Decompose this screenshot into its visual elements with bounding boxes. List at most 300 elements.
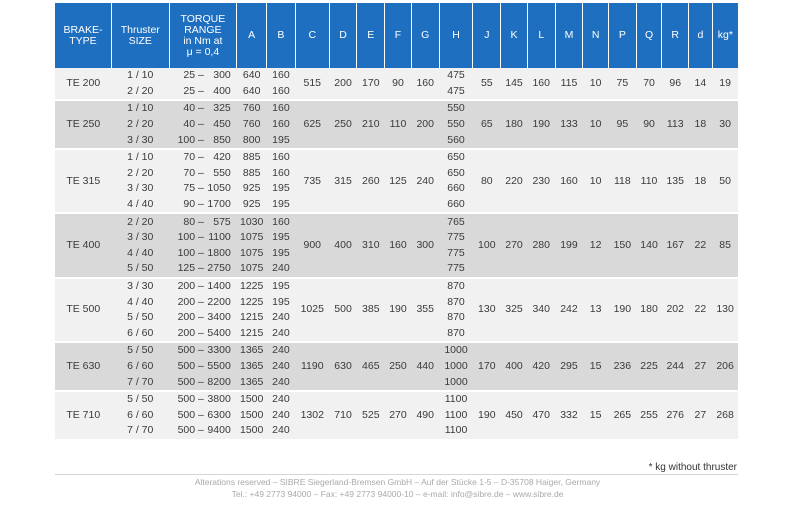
dim-f-cell: 125 bbox=[385, 150, 412, 212]
torque-min: 100 bbox=[177, 231, 196, 244]
dim-k-cell: 145 bbox=[501, 68, 528, 99]
dim-m-cell: 242 bbox=[555, 279, 583, 341]
dim-c-cell: 1302 bbox=[295, 392, 329, 439]
dim-k-cell: 270 bbox=[501, 214, 528, 276]
dim-a-cell: 1030 bbox=[237, 214, 267, 230]
dim-m-cell: 160 bbox=[555, 150, 583, 212]
dim-e-cell: 385 bbox=[357, 279, 385, 341]
torque-range-cell bbox=[169, 343, 237, 359]
dim-c-cell: 900 bbox=[295, 214, 329, 276]
thruster-size-cell: 4 / 40 bbox=[111, 197, 169, 213]
dim-k-cell: 220 bbox=[501, 150, 528, 212]
dim-b-cell: 195 bbox=[267, 279, 296, 295]
thruster-size-cell: 1 / 10 bbox=[111, 68, 169, 84]
thruster-size-cell: 3 / 30 bbox=[111, 279, 169, 295]
thruster-size-cell: 2 / 20 bbox=[111, 214, 169, 230]
dim-k-cell: 450 bbox=[501, 392, 528, 439]
dim-b-cell: 160 bbox=[267, 214, 296, 230]
dim-e-cell: 465 bbox=[357, 343, 385, 390]
dim-a-cell: 925 bbox=[237, 181, 267, 197]
dim-d-cell: 250 bbox=[329, 101, 357, 148]
dim-n-cell: 12 bbox=[583, 214, 609, 276]
thruster-size-cell: 1 / 10 bbox=[111, 101, 169, 117]
thruster-size-cell: 7 / 70 bbox=[111, 423, 169, 439]
torque-dash: – bbox=[195, 133, 207, 146]
table-row bbox=[55, 343, 738, 359]
dim-r-cell: 244 bbox=[662, 343, 689, 390]
dim-c-cell: 515 bbox=[295, 68, 329, 99]
thruster-size-cell: 5 / 50 bbox=[111, 261, 169, 277]
torque-min: 500 bbox=[177, 408, 196, 421]
weight-cell: 268 bbox=[712, 392, 738, 439]
dim-h-cell: 560 bbox=[439, 132, 473, 148]
torque-min: 200 bbox=[177, 295, 196, 308]
torque-range-cell bbox=[169, 279, 237, 295]
dim-a-cell: 1365 bbox=[237, 374, 267, 390]
column-header: D bbox=[329, 3, 357, 68]
dim-f-cell: 190 bbox=[385, 279, 412, 341]
dim-b-cell: 195 bbox=[267, 197, 296, 213]
dim-d-cell: 710 bbox=[329, 392, 357, 439]
dim-p-cell: 75 bbox=[608, 68, 636, 99]
dim-g-cell: 440 bbox=[411, 343, 439, 390]
dim-a-cell: 1075 bbox=[237, 230, 267, 246]
dim-b-cell: 195 bbox=[267, 294, 296, 310]
torque-min: 500 bbox=[177, 424, 196, 437]
torque-range-cell bbox=[169, 326, 237, 342]
torque-dash: – bbox=[195, 408, 207, 421]
torque-min: 25 bbox=[183, 84, 196, 97]
weight-cell: 130 bbox=[712, 279, 738, 341]
column-header: H bbox=[439, 3, 473, 68]
torque-dash: – bbox=[195, 102, 207, 115]
brake-type-cell: TE 710 bbox=[55, 392, 111, 439]
dim-n-cell: 10 bbox=[583, 101, 609, 148]
torque-range-cell bbox=[169, 150, 237, 166]
dim-d-cell: 27 bbox=[689, 392, 713, 439]
thruster-size-cell: 5 / 50 bbox=[111, 310, 169, 326]
dim-b-cell: 240 bbox=[267, 392, 296, 408]
dim-h-cell: 550 bbox=[439, 101, 473, 117]
dim-a-cell: 1500 bbox=[237, 407, 267, 423]
dim-b-cell: 240 bbox=[267, 374, 296, 390]
dim-g-cell: 355 bbox=[411, 279, 439, 341]
thruster-size-cell: 2 / 20 bbox=[111, 84, 169, 100]
footer-divider bbox=[55, 474, 738, 475]
dim-h-cell: 1100 bbox=[439, 423, 473, 439]
dim-h-cell: 660 bbox=[439, 197, 473, 213]
torque-min: 200 bbox=[177, 280, 196, 293]
dim-b-cell: 240 bbox=[267, 423, 296, 439]
dim-h-cell: 475 bbox=[439, 84, 473, 100]
dim-l-cell: 190 bbox=[527, 101, 555, 148]
torque-max: 1400 bbox=[207, 280, 231, 293]
torque-min: 40 bbox=[183, 118, 196, 131]
dim-g-cell: 490 bbox=[411, 392, 439, 439]
thruster-size-cell: 5 / 50 bbox=[111, 343, 169, 359]
torque-max: 850 bbox=[213, 133, 231, 146]
dim-k-cell: 325 bbox=[501, 279, 528, 341]
column-header: d bbox=[689, 3, 713, 68]
dim-e-cell: 170 bbox=[357, 68, 385, 99]
dim-q-cell: 140 bbox=[636, 214, 662, 276]
dim-m-cell: 115 bbox=[555, 68, 583, 99]
thruster-size-cell: 6 / 60 bbox=[111, 326, 169, 342]
dim-d-cell: 200 bbox=[329, 68, 357, 99]
dim-l-cell: 280 bbox=[527, 214, 555, 276]
dim-h-cell: 1000 bbox=[439, 343, 473, 359]
dim-a-cell: 1500 bbox=[237, 423, 267, 439]
torque-max: 1700 bbox=[207, 198, 231, 211]
footer-address: Alterations reserved – SIBRE Siegerland-Bremsen GmbH – Auf der Stücke 1-5 – D-35708 Haiger, Germany bbox=[194, 477, 601, 487]
brake-type-cell: TE 500 bbox=[55, 279, 111, 341]
dim-j-cell: 80 bbox=[473, 150, 501, 212]
torque-dash: – bbox=[195, 198, 207, 211]
dim-r-cell: 96 bbox=[662, 68, 689, 99]
torque-range-cell bbox=[169, 68, 237, 84]
thruster-size-cell: 6 / 60 bbox=[111, 359, 169, 375]
dim-a-cell: 1215 bbox=[237, 326, 267, 342]
brake-type-cell: TE 630 bbox=[55, 343, 111, 390]
dim-q-cell: 110 bbox=[636, 150, 662, 212]
thruster-size-cell: 4 / 40 bbox=[111, 246, 169, 262]
torque-min: 500 bbox=[177, 393, 196, 406]
weight-cell: 85 bbox=[712, 214, 738, 276]
dim-c-cell: 625 bbox=[295, 101, 329, 148]
torque-range-cell bbox=[169, 261, 237, 277]
footnote: * kg without thruster bbox=[648, 462, 737, 473]
dim-g-cell: 200 bbox=[411, 101, 439, 148]
torque-dash: – bbox=[195, 246, 207, 259]
torque-min: 40 bbox=[183, 102, 196, 115]
dim-h-cell: 775 bbox=[439, 230, 473, 246]
torque-max: 3400 bbox=[207, 311, 231, 324]
dim-h-cell: 1000 bbox=[439, 359, 473, 375]
dim-h-cell: 550 bbox=[439, 117, 473, 133]
dim-b-cell: 240 bbox=[267, 343, 296, 359]
dim-r-cell: 202 bbox=[662, 279, 689, 341]
torque-dash: – bbox=[195, 424, 207, 437]
thruster-size-cell: 7 / 70 bbox=[111, 374, 169, 390]
dim-c-cell: 735 bbox=[295, 150, 329, 212]
torque-max: 325 bbox=[213, 102, 231, 115]
column-header: K bbox=[501, 3, 528, 68]
dim-a-cell: 885 bbox=[237, 150, 267, 166]
dim-a-cell: 1215 bbox=[237, 310, 267, 326]
torque-dash: – bbox=[195, 166, 207, 179]
dim-h-cell: 775 bbox=[439, 261, 473, 277]
dim-g-cell: 300 bbox=[411, 214, 439, 276]
dim-n-cell: 10 bbox=[583, 150, 609, 212]
torque-range-cell bbox=[169, 214, 237, 230]
dim-n-cell: 15 bbox=[583, 343, 609, 390]
torque-range-cell bbox=[169, 230, 237, 246]
dim-e-cell: 310 bbox=[357, 214, 385, 276]
dim-l-cell: 160 bbox=[527, 68, 555, 99]
torque-dash: – bbox=[195, 151, 207, 164]
column-header: F bbox=[385, 3, 412, 68]
torque-dash: – bbox=[195, 359, 207, 372]
table-body bbox=[55, 68, 738, 439]
torque-min: 90 bbox=[183, 198, 196, 211]
dim-e-cell: 525 bbox=[357, 392, 385, 439]
column-header: C bbox=[295, 3, 329, 68]
torque-range-cell bbox=[169, 132, 237, 148]
torque-range-cell bbox=[169, 181, 237, 197]
dim-j-cell: 55 bbox=[473, 68, 501, 99]
torque-max: 3300 bbox=[207, 344, 231, 357]
thruster-size-cell: 4 / 40 bbox=[111, 294, 169, 310]
torque-min: 200 bbox=[177, 311, 196, 324]
torque-dash: – bbox=[195, 393, 207, 406]
dim-a-cell: 640 bbox=[237, 68, 267, 84]
table-row bbox=[55, 150, 738, 166]
dim-m-cell: 295 bbox=[555, 343, 583, 390]
weight-cell: 206 bbox=[712, 343, 738, 390]
torque-range-cell bbox=[169, 117, 237, 133]
dim-p-cell: 95 bbox=[608, 101, 636, 148]
brake-type-cell: TE 200 bbox=[55, 68, 111, 99]
torque-min: 75 bbox=[183, 182, 196, 195]
column-header: L bbox=[527, 3, 555, 68]
dim-p-cell: 236 bbox=[608, 343, 636, 390]
torque-min: 500 bbox=[177, 375, 196, 388]
dim-b-cell: 240 bbox=[267, 326, 296, 342]
column-header: M bbox=[555, 3, 583, 68]
dim-d-cell: 22 bbox=[689, 214, 713, 276]
dim-h-cell: 870 bbox=[439, 326, 473, 342]
torque-dash: – bbox=[195, 231, 207, 244]
dim-a-cell: 925 bbox=[237, 197, 267, 213]
column-header: G bbox=[411, 3, 439, 68]
dim-h-cell: 775 bbox=[439, 246, 473, 262]
dim-p-cell: 118 bbox=[608, 150, 636, 212]
dim-a-cell: 1365 bbox=[237, 359, 267, 375]
dim-h-cell: 870 bbox=[439, 310, 473, 326]
dim-p-cell: 265 bbox=[608, 392, 636, 439]
torque-max: 5400 bbox=[207, 326, 231, 339]
torque-min: 100 bbox=[177, 246, 196, 259]
torque-max: 3800 bbox=[207, 393, 231, 406]
torque-min: 200 bbox=[177, 326, 196, 339]
torque-range-cell bbox=[169, 197, 237, 213]
dim-e-cell: 260 bbox=[357, 150, 385, 212]
torque-dash: – bbox=[195, 295, 207, 308]
table-row bbox=[55, 68, 738, 84]
dim-k-cell: 400 bbox=[501, 343, 528, 390]
dim-a-cell: 640 bbox=[237, 84, 267, 100]
column-header: Thruster SIZE bbox=[111, 3, 169, 68]
torque-range-cell bbox=[169, 84, 237, 100]
dim-r-cell: 167 bbox=[662, 214, 689, 276]
dim-b-cell: 160 bbox=[267, 117, 296, 133]
table-row bbox=[55, 392, 738, 408]
dim-d-cell: 27 bbox=[689, 343, 713, 390]
column-header: Q bbox=[636, 3, 662, 68]
torque-range-cell bbox=[169, 374, 237, 390]
dim-l-cell: 230 bbox=[527, 150, 555, 212]
torque-min: 70 bbox=[183, 166, 196, 179]
column-header: J bbox=[473, 3, 501, 68]
dim-h-cell: 1100 bbox=[439, 392, 473, 408]
dim-b-cell: 240 bbox=[267, 310, 296, 326]
dim-d-cell: 14 bbox=[689, 68, 713, 99]
torque-dash: – bbox=[195, 69, 207, 82]
dim-m-cell: 332 bbox=[555, 392, 583, 439]
torque-dash: – bbox=[195, 182, 207, 195]
dim-b-cell: 240 bbox=[267, 261, 296, 277]
dim-b-cell: 195 bbox=[267, 132, 296, 148]
column-header: kg* bbox=[712, 3, 738, 68]
thruster-size-cell: 2 / 20 bbox=[111, 166, 169, 182]
dim-c-cell: 1025 bbox=[295, 279, 329, 341]
column-header: P bbox=[608, 3, 636, 68]
dim-g-cell: 240 bbox=[411, 150, 439, 212]
table-row bbox=[55, 214, 738, 230]
column-header: R bbox=[662, 3, 689, 68]
torque-max: 550 bbox=[213, 166, 231, 179]
dim-c-cell: 1190 bbox=[295, 343, 329, 390]
thruster-size-cell: 2 / 20 bbox=[111, 117, 169, 133]
dim-d-cell: 630 bbox=[329, 343, 357, 390]
torque-min: 25 bbox=[183, 69, 196, 82]
dim-h-cell: 650 bbox=[439, 150, 473, 166]
dim-a-cell: 1075 bbox=[237, 246, 267, 262]
dim-f-cell: 270 bbox=[385, 392, 412, 439]
dim-e-cell: 210 bbox=[357, 101, 385, 148]
torque-range-cell bbox=[169, 392, 237, 408]
dim-l-cell: 340 bbox=[527, 279, 555, 341]
dim-r-cell: 113 bbox=[662, 101, 689, 148]
dim-f-cell: 110 bbox=[385, 101, 412, 148]
dim-j-cell: 170 bbox=[473, 343, 501, 390]
dim-h-cell: 660 bbox=[439, 181, 473, 197]
dim-l-cell: 470 bbox=[527, 392, 555, 439]
dim-d-cell: 315 bbox=[329, 150, 357, 212]
dim-d-cell: 18 bbox=[689, 150, 713, 212]
dim-j-cell: 130 bbox=[473, 279, 501, 341]
dim-b-cell: 240 bbox=[267, 359, 296, 375]
torque-dash: – bbox=[195, 311, 207, 324]
torque-max: 1050 bbox=[207, 182, 231, 195]
torque-max: 6300 bbox=[207, 408, 231, 421]
dim-d-cell: 400 bbox=[329, 214, 357, 276]
dim-f-cell: 160 bbox=[385, 214, 412, 276]
torque-range-cell bbox=[169, 359, 237, 375]
dim-j-cell: 100 bbox=[473, 214, 501, 276]
torque-min: 500 bbox=[177, 344, 196, 357]
dim-k-cell: 180 bbox=[501, 101, 528, 148]
torque-dash: – bbox=[195, 118, 207, 131]
dim-p-cell: 150 bbox=[608, 214, 636, 276]
dim-n-cell: 15 bbox=[583, 392, 609, 439]
brake-type-cell: TE 400 bbox=[55, 214, 111, 276]
table-row bbox=[55, 101, 738, 117]
dim-b-cell: 160 bbox=[267, 150, 296, 166]
dim-m-cell: 199 bbox=[555, 214, 583, 276]
dim-j-cell: 190 bbox=[473, 392, 501, 439]
dim-j-cell: 65 bbox=[473, 101, 501, 148]
thruster-size-cell: 1 / 10 bbox=[111, 150, 169, 166]
dim-a-cell: 885 bbox=[237, 166, 267, 182]
dim-h-cell: 765 bbox=[439, 214, 473, 230]
thruster-size-cell: 3 / 30 bbox=[111, 132, 169, 148]
torque-dash: – bbox=[195, 215, 207, 228]
dim-d-cell: 18 bbox=[689, 101, 713, 148]
column-header: A bbox=[237, 3, 267, 68]
torque-min: 70 bbox=[183, 151, 196, 164]
dim-d-cell: 500 bbox=[329, 279, 357, 341]
dim-a-cell: 760 bbox=[237, 101, 267, 117]
torque-range-cell bbox=[169, 423, 237, 439]
brake-type-cell: TE 315 bbox=[55, 150, 111, 212]
dim-h-cell: 475 bbox=[439, 68, 473, 84]
torque-dash: – bbox=[195, 280, 207, 293]
torque-max: 420 bbox=[213, 151, 231, 164]
table-header bbox=[55, 3, 738, 68]
footer-contact: Tel.: +49 2773 94000 – Fax: +49 2773 94000-10 – e-mail: info@sibre.de – www.sibre.de bbox=[231, 489, 564, 499]
torque-max: 2750 bbox=[207, 262, 231, 275]
dim-a-cell: 1365 bbox=[237, 343, 267, 359]
torque-range-cell bbox=[169, 101, 237, 117]
dim-n-cell: 10 bbox=[583, 68, 609, 99]
dim-h-cell: 650 bbox=[439, 166, 473, 182]
thruster-size-cell: 3 / 30 bbox=[111, 181, 169, 197]
thruster-size-cell: 6 / 60 bbox=[111, 407, 169, 423]
dim-f-cell: 90 bbox=[385, 68, 412, 99]
dim-r-cell: 135 bbox=[662, 150, 689, 212]
torque-dash: – bbox=[195, 326, 207, 339]
thruster-size-cell: 3 / 30 bbox=[111, 230, 169, 246]
dim-b-cell: 160 bbox=[267, 101, 296, 117]
dim-h-cell: 870 bbox=[439, 279, 473, 295]
dim-q-cell: 180 bbox=[636, 279, 662, 341]
weight-cell: 30 bbox=[712, 101, 738, 148]
dim-b-cell: 160 bbox=[267, 68, 296, 84]
torque-max: 300 bbox=[213, 69, 231, 82]
torque-max: 1100 bbox=[208, 231, 231, 244]
weight-cell: 50 bbox=[712, 150, 738, 212]
dim-d-cell: 22 bbox=[689, 279, 713, 341]
torque-range-cell bbox=[169, 166, 237, 182]
torque-max: 1800 bbox=[207, 246, 231, 259]
dim-g-cell: 160 bbox=[411, 68, 439, 99]
torque-dash: – bbox=[195, 375, 207, 388]
brake-type-cell: TE 250 bbox=[55, 101, 111, 148]
dim-b-cell: 240 bbox=[267, 407, 296, 423]
dim-a-cell: 1225 bbox=[237, 294, 267, 310]
dim-b-cell: 195 bbox=[267, 181, 296, 197]
torque-dash: – bbox=[195, 344, 207, 357]
torque-max: 9400 bbox=[207, 424, 231, 437]
torque-min: 125 bbox=[177, 262, 196, 275]
brake-spec-table bbox=[55, 3, 738, 439]
dim-r-cell: 276 bbox=[662, 392, 689, 439]
torque-max: 5500 bbox=[207, 359, 231, 372]
torque-range-cell bbox=[169, 310, 237, 326]
torque-dash: – bbox=[195, 262, 207, 275]
torque-max: 450 bbox=[213, 118, 231, 131]
dim-n-cell: 13 bbox=[583, 279, 609, 341]
dim-h-cell: 870 bbox=[439, 294, 473, 310]
dim-b-cell: 160 bbox=[267, 166, 296, 182]
dim-m-cell: 133 bbox=[555, 101, 583, 148]
torque-min: 80 bbox=[183, 215, 196, 228]
dim-b-cell: 195 bbox=[267, 246, 296, 262]
column-header: E bbox=[357, 3, 385, 68]
column-header: TORQUE RANGE in Nm at μ = 0,4 bbox=[169, 3, 237, 68]
table-row bbox=[55, 279, 738, 295]
